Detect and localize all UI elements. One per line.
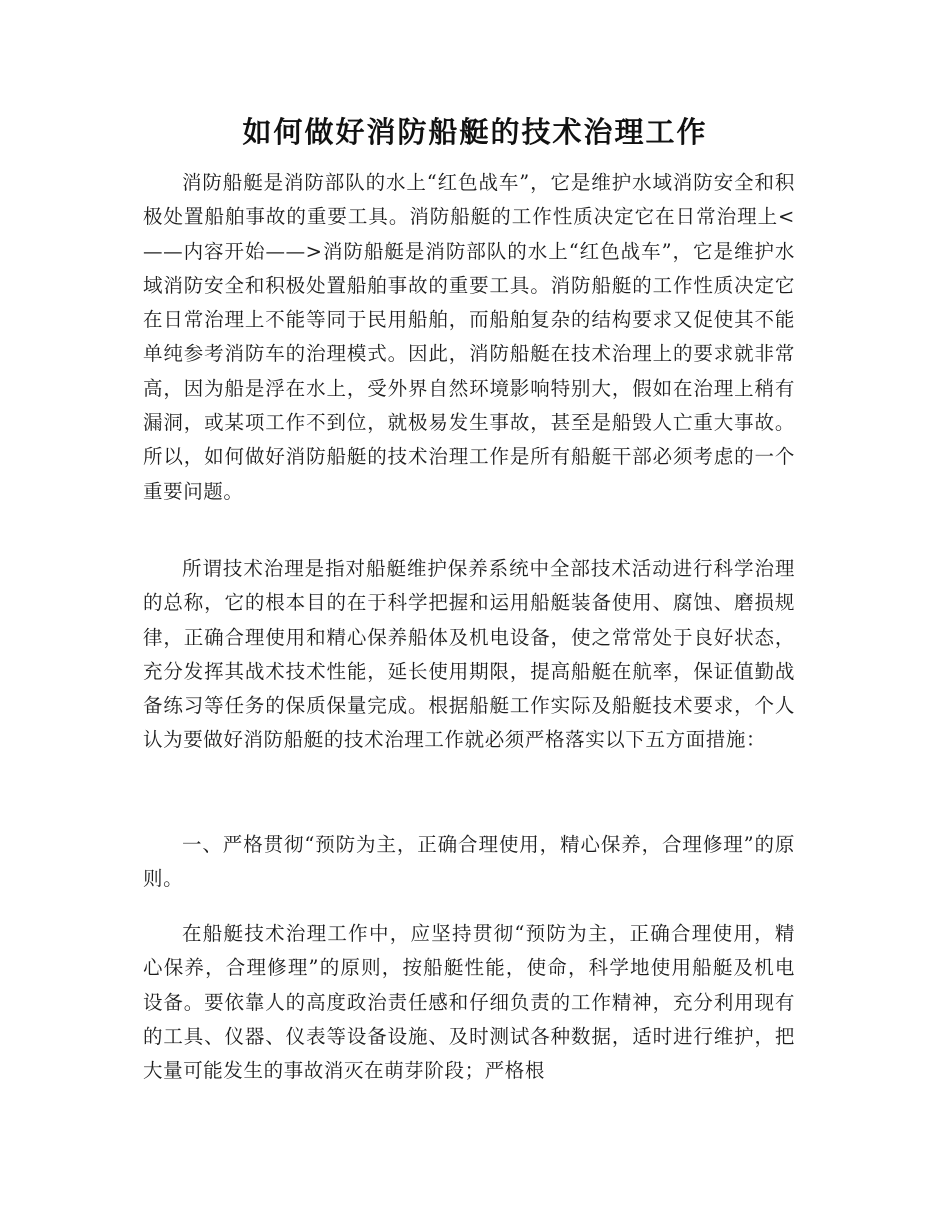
- paragraph-intro: 消防船艇是消防部队的水上“红色战车”，它是维护水域消防安全和积极处置船舶事故的重要工具。消防船艇的工作性质决定它在日常治理上<——内容开始——>消防船艇是消防部队的水上“红色战车”，它是维护水域消防安全和积极处置船舶事故的重要工具。消防船艇的工作性质决定它在日常治理上不能等同于民用船舶，而船舶复杂的结构要求又促使其不能单纯参考消防车的治理模式。因此，消防船艇在技术治理上的要求就非常高，因为船是浮在水上，受外界自然环境影响特别大，假如在治理上稍有漏洞，或某项工作不到位，就极易发生事故，甚至是船毁人亡重大事故。所以，如何做好消防船艇的技术治理工作是所有船艇干部必须考虑的一个重要问题。: [143, 171, 795, 503]
- document-title: 如何做好消防船艇的技术治理工作: [242, 115, 708, 149]
- paragraph-principle-body: 在船艇技术治理工作中，应坚持贯彻“预防为主，正确合理使用，精心保养，合理修理”的原则，按船艇性能，使命，科学地使用船艇及机电设备。要依靠人的高度政治责任感和仔细负责的工作精神，充分利用现有的工具、仪器、仪表等设备设施、及时测试各种数据，适时进行维护，把大量可能发生的事故消灭在萌芽阶段；严格根: [143, 922, 795, 1083]
- paragraph-principle-heading: 一、严格贯彻“预防为主，正确合理使用，精心保养，合理修理”的原则。: [143, 833, 795, 891]
- paragraph-definition: 所谓技术治理是指对船艇维护保养系统中全部技术活动进行科学治理的总称，它的根本目的在于科学把握和运用船艇装备使用、腐蚀、磨损规律，正确合理使用和精心保养船体及机电设备，使之常常处于良好状态，充分发挥其战术技术性能，延长使用期限，提高船艇在航率，保证值勤战备练习等任务的保质保量完成。根据船艇工作实际及船艇技术要求，个人认为要做好消防船艇的技术治理工作就必须严格落实以下五方面措施：: [143, 557, 795, 752]
